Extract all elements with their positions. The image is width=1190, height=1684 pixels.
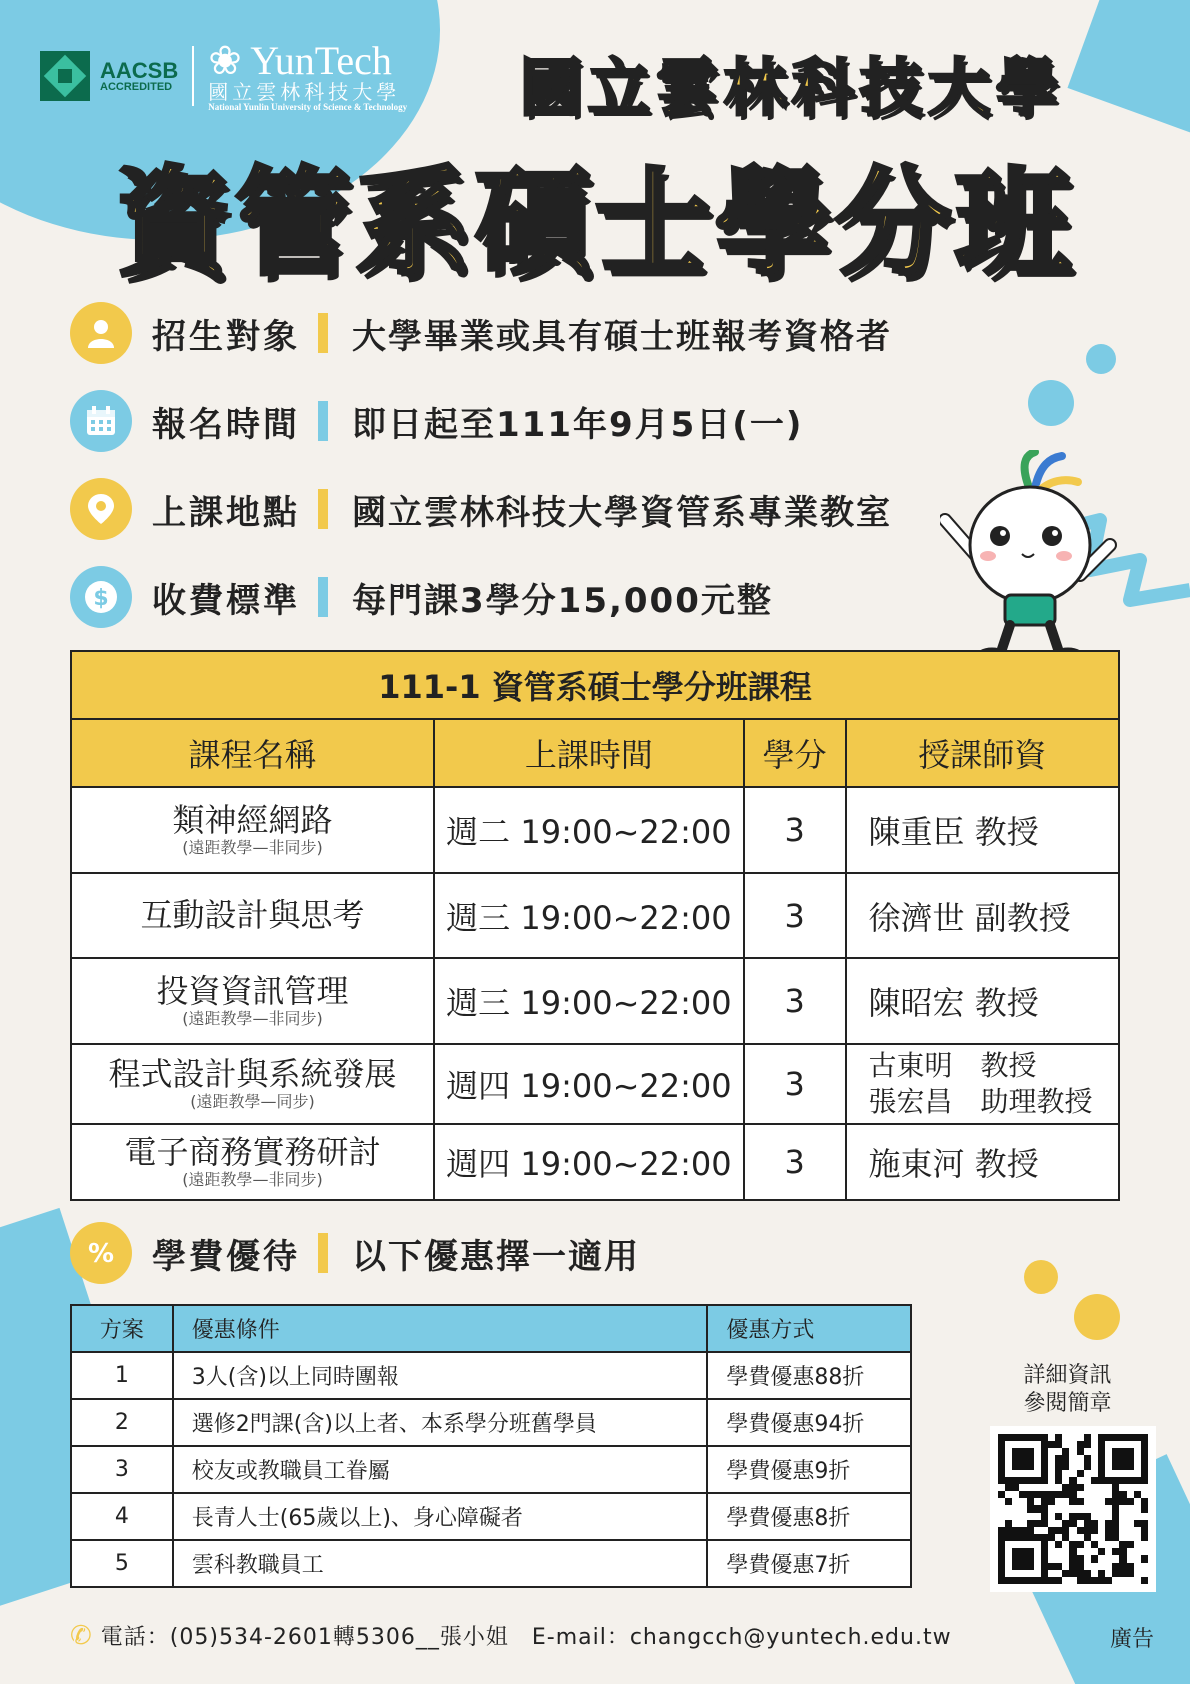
course-time: 週四 19:00~22:00	[434, 1044, 744, 1124]
info-row-location	[70, 478, 892, 540]
course-teacher: 陳昭宏 教授	[846, 958, 1119, 1044]
info-label: 收費標準	[152, 580, 300, 621]
table-row	[71, 1399, 911, 1446]
discount-method: 學費優惠8折	[707, 1493, 911, 1540]
discount-method: 學費優惠94折	[707, 1399, 911, 1446]
logo-divider	[192, 46, 194, 106]
course-name-cell	[71, 787, 434, 873]
column-header: 方案	[71, 1305, 173, 1352]
decor-dot	[1074, 1294, 1120, 1340]
course-note: (遠距教學—非同步)	[182, 838, 323, 858]
info-value: 每門課3學分15,000元整	[352, 580, 773, 621]
background-blob	[1067, 0, 1190, 143]
location-pin-icon	[70, 478, 132, 540]
course-note: (遠距教學—非同步)	[182, 1009, 323, 1029]
course-name-cell	[71, 958, 434, 1044]
table-row	[71, 1446, 911, 1493]
info-row-target	[70, 302, 892, 364]
discount-method: 學費優惠88折	[707, 1352, 911, 1399]
yuntech-wordmark: ❀ YunTech 國立雲林科技大學 National Yunlin University of Science & Technology	[208, 38, 408, 112]
plan-number: 3	[71, 1446, 173, 1493]
discount-method: 學費優惠9折	[707, 1446, 911, 1493]
course-time: 週三 19:00~22:00	[434, 873, 744, 958]
course-note: (遠距教學—非同步)	[182, 1170, 323, 1190]
table-row	[71, 1540, 911, 1587]
calendar-icon	[70, 390, 132, 452]
svg-text:$: $	[93, 586, 109, 611]
contact-footer	[70, 1620, 952, 1651]
dollar-icon	[70, 566, 132, 628]
info-row-fee	[70, 566, 773, 628]
info-row-registration	[70, 390, 803, 452]
contact-info: 電話：(05)534-2601轉5306__張小姐 E-mail：changcch@yuntech.edu.tw	[100, 1625, 952, 1650]
label-divider	[318, 489, 328, 529]
table-row	[71, 873, 1119, 958]
aacsb-logo-icon	[40, 51, 90, 101]
info-label: 上課地點	[152, 492, 300, 533]
table-row	[71, 1124, 1119, 1200]
plan-number: 1	[71, 1352, 173, 1399]
table-row	[71, 787, 1119, 873]
course-name: 類神經網路	[172, 801, 333, 840]
label-divider	[318, 577, 328, 617]
course-table-caption: 111-1 資管系碩士學分班課程	[71, 651, 1119, 719]
table-row	[71, 958, 1119, 1044]
course-note: (遠距教學—同步)	[190, 1092, 315, 1112]
course-teacher	[846, 1044, 1119, 1124]
column-header: 授課師資	[846, 719, 1119, 787]
course-teacher: 陳重臣 教授	[846, 787, 1119, 873]
course-name-cell	[71, 1124, 434, 1200]
discount-heading	[70, 1222, 640, 1284]
discount-table	[70, 1304, 912, 1588]
course-teacher: 施東河 教授	[846, 1124, 1119, 1200]
info-label: 報名時間	[152, 404, 300, 445]
course-table	[70, 650, 1120, 1201]
column-header: 優惠方式	[707, 1305, 911, 1352]
course-name: 電子商務實務研討	[124, 1133, 381, 1172]
course-credits: 3	[744, 1124, 846, 1200]
course-credits: 3	[744, 873, 846, 958]
qr-caption: 詳細資訊 參閱簡章	[1023, 1363, 1112, 1416]
course-teacher: 徐濟世 副教授	[846, 873, 1119, 958]
column-header: 課程名稱	[71, 719, 434, 787]
decor-dot	[1024, 1260, 1058, 1294]
info-value: 國立雲林科技大學資管系專業教室	[352, 492, 892, 533]
course-credits: 3	[744, 1044, 846, 1124]
teacher-line: 古東明 教授	[868, 1048, 1037, 1082]
info-value: 大學畢業或具有碩士班報考資格者	[352, 316, 892, 357]
aacsb-label: AACSB ACCREDITED	[100, 57, 179, 93]
decor-dot	[1028, 380, 1074, 426]
column-header: 上課時間	[434, 719, 744, 787]
label-divider	[318, 1233, 328, 1273]
decor-dot	[1086, 344, 1116, 374]
teacher-line: 張宏昌 助理教授	[868, 1085, 1093, 1118]
plan-number: 4	[71, 1493, 173, 1540]
course-name-cell	[71, 873, 434, 958]
page-title: 資管系碩士學分班	[115, 156, 1075, 291]
phone-icon: ✆	[70, 1620, 93, 1651]
discount-table-header	[71, 1305, 911, 1352]
plan-number: 2	[71, 1399, 173, 1446]
university-logo	[40, 40, 407, 112]
percent-badge-icon	[70, 1222, 132, 1284]
table-row	[71, 1493, 911, 1540]
course-table-header	[71, 719, 1119, 787]
discount-condition: 雲科教職員工	[173, 1540, 708, 1587]
course-time: 週四 19:00~22:00	[434, 1124, 744, 1200]
course-credits: 3	[744, 787, 846, 873]
svg-text:%: %	[87, 1239, 115, 1269]
column-header: 學分	[744, 719, 846, 787]
discount-condition: 長青人士(65歲以上)、身心障礙者	[173, 1493, 708, 1540]
course-name: 程式設計與系統發展	[108, 1055, 397, 1094]
discount-note: 以下優惠擇一適用	[352, 1236, 640, 1277]
label-divider	[318, 313, 328, 353]
discount-label: 學費優待	[152, 1236, 300, 1277]
discount-condition: 3人(含)以上同時團報	[173, 1352, 708, 1399]
discount-condition: 選修2門課(含)以上者、本系學分班舊學員	[173, 1399, 708, 1446]
person-icon	[70, 302, 132, 364]
mascot-illustration	[940, 450, 1120, 680]
label-divider	[318, 401, 328, 441]
qr-code[interactable]	[990, 1426, 1156, 1592]
table-row	[71, 1044, 1119, 1124]
course-credits: 3	[744, 958, 846, 1044]
university-title: 國立雲林科技大學	[520, 51, 1065, 124]
plan-number: 5	[71, 1540, 173, 1587]
course-time: 週三 19:00~22:00	[434, 958, 744, 1044]
discount-condition: 校友或教職員工眷屬	[173, 1446, 708, 1493]
course-name-cell	[71, 1044, 434, 1124]
discount-method: 學費優惠7折	[707, 1540, 911, 1587]
ad-label: 廣告	[1110, 1627, 1155, 1652]
info-value: 即日起至111年9月5日(一)	[352, 404, 804, 445]
course-time: 週二 19:00~22:00	[434, 787, 744, 873]
column-header: 優惠條件	[173, 1305, 708, 1352]
course-name: 投資資訊管理	[156, 972, 349, 1011]
qr-code-pattern	[998, 1434, 1148, 1584]
table-row	[71, 1352, 911, 1399]
flower-icon: ❀	[208, 38, 242, 83]
course-name: 互動設計與思考	[140, 896, 365, 935]
info-label: 招生對象	[152, 316, 300, 357]
